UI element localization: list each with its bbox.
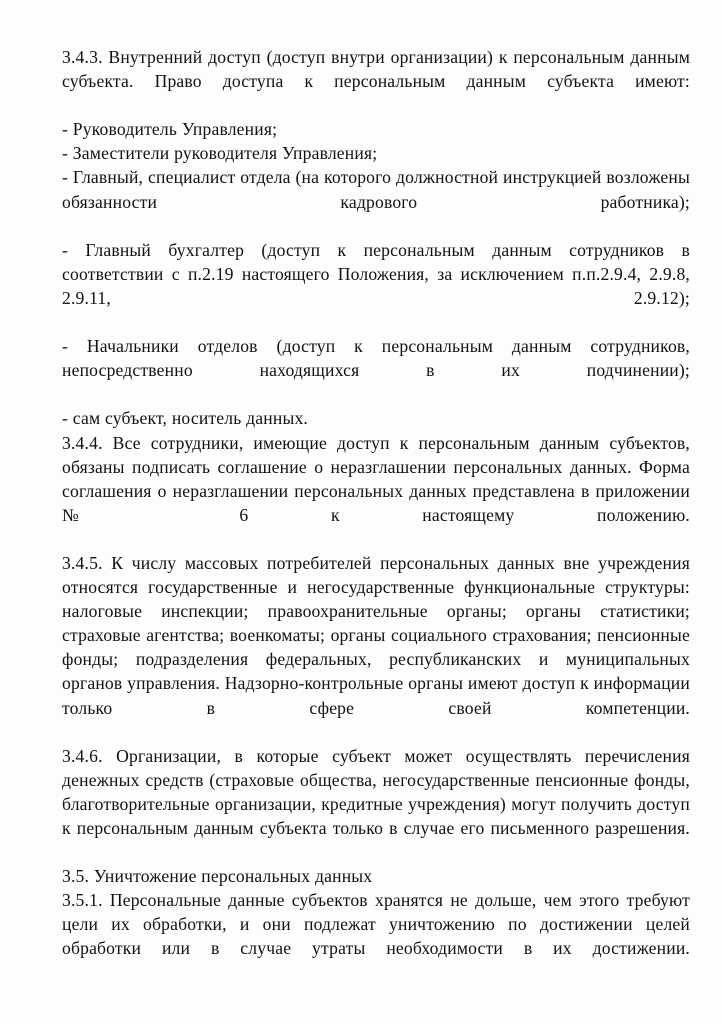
list-item-nachalniki-otdelov: - Начальники отделов (доступ к персональным данным сотрудников, непосредственно находящихся в их подчинении); — [62, 336, 690, 381]
clause-3-4-3: 3.4.3. Внутренний доступ (доступ внутри организации) к персональным данным субъекта. Право доступа к персональным данным субъекта имеют: — [62, 47, 690, 92]
heading-3-5-unichtozhenie: 3.5. Уничтожение персональных данных — [62, 866, 373, 887]
list-item-glavnyy-buhgalter: - Главный бухгалтер (доступ к персональным данным сотрудников в соответствии с п.2.19 настоящего Положения, за исключением п.п.2.9.4, 2.9.8, 2.9.11, 2.9.12); — [62, 239, 690, 308]
list-item-rukovoditel-upravleniya: - Руководитель Управления; — [62, 119, 278, 140]
clause-3-4-6: 3.4.6. Организации, в которые субъект может осуществлять перечисления денежных средств (страховые общества, негосударственные пенсионные фонды, благотворительные организации, кредитные учреждения) могут получить доступ к персональным данным субъекта только в случае его письменного разрешения. — [62, 745, 690, 838]
document-text-body — [62, 45, 690, 985]
list-item-glavnyy-specialist-otdela: - Главный, специалист отдела (на которого должностной инструкцией возложены обязанности кадрового работника); — [62, 167, 690, 212]
clause-3-5-1: 3.5.1. Персональные данные субъектов хранятся не дольше, чем этого требуют цели их обработки, и они подлежат уничтожению по достижении целей обработки или в случае утраты необходимости в их достижении. — [62, 890, 690, 959]
clause-3-4-5: 3.4.5. К числу массовых потребителей персональных данных вне учреждения относятся государственные и негосударственные функциональные структуры: налоговые инспекции; правоохранительные органы; органы статистики; страховые агентства; военкоматы; органы социального страхования; пенсионные фонды; подразделения федеральных, республиканских и муниципальных органов управления. Надзорно-контрольные органы имеют доступ к информации только в сфере своей компетенции. — [62, 552, 690, 718]
clause-3-4-4: 3.4.4. Все сотрудники, имеющие доступ к персональным данным субъектов, обязаны подписать соглашение о неразглашении персональных данных. Форма соглашения о неразглашении персональных данных представлена в приложении № 6 к настоящему положению. — [62, 432, 690, 525]
list-item-sam-subekt: - сам субъект, носитель данных. — [62, 408, 309, 429]
list-item-zamestiteli-rukovoditelya: - Заместители руководителя Управления; — [62, 143, 378, 164]
